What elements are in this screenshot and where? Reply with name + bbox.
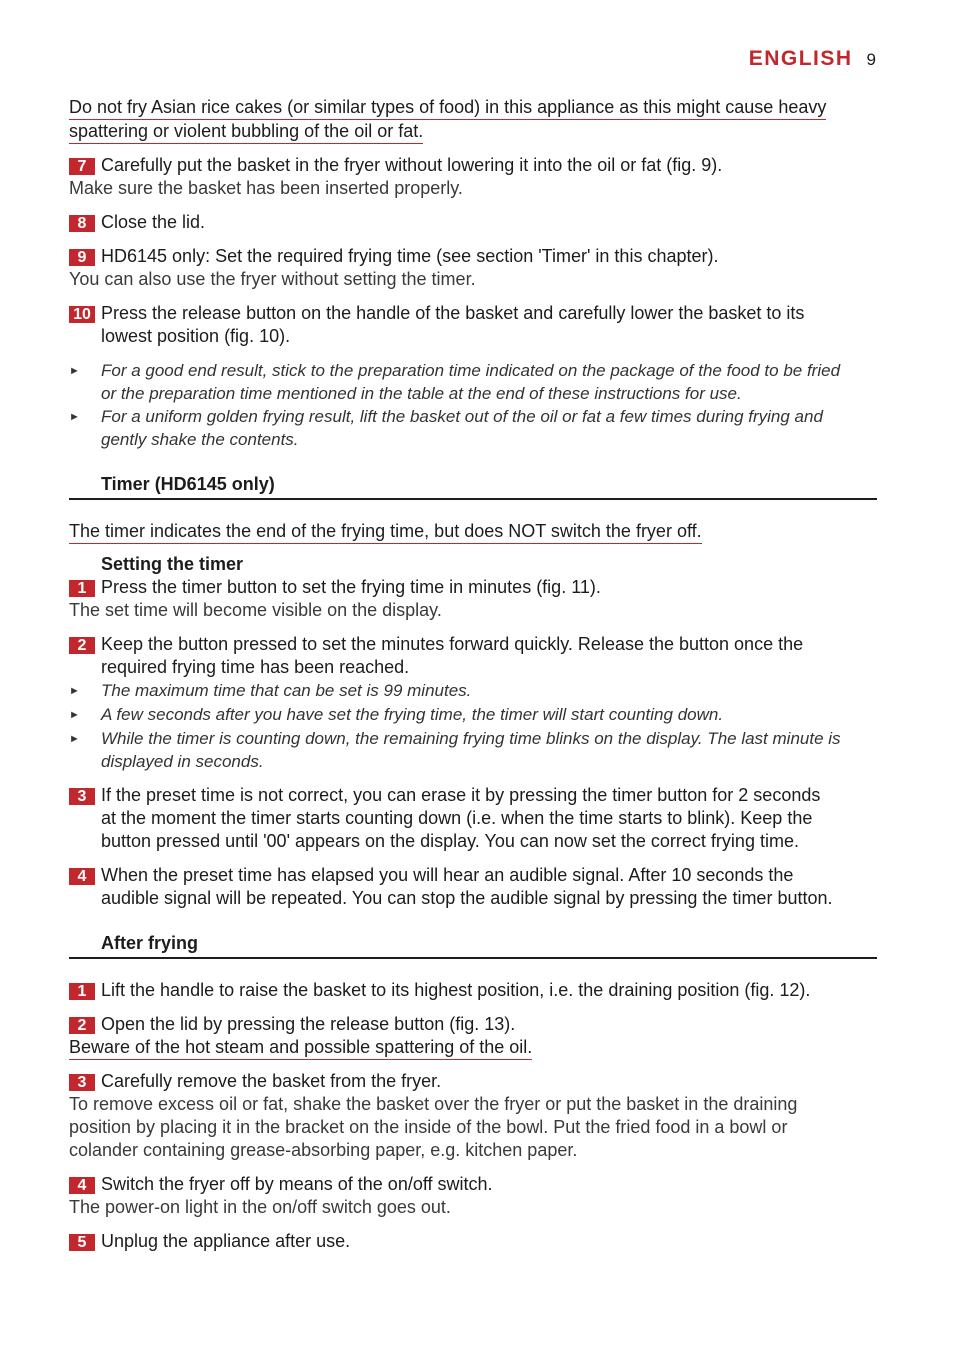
step-text-line: required frying time has been reached. bbox=[101, 657, 410, 677]
step-text: Carefully put the basket in the fryer without lowering it into the oil or fat (fig. 9). bbox=[101, 155, 723, 175]
step-number: 8 bbox=[69, 215, 95, 232]
step-number: 7 bbox=[69, 158, 95, 175]
tip-item: ► For a uniform golden frying result, lift the basket out of the oil or fat a few times during frying and gently shake the contents. bbox=[69, 407, 823, 449]
after-step-1 bbox=[69, 979, 877, 1002]
timer-step-3 bbox=[69, 784, 877, 853]
step-number: 5 bbox=[69, 1234, 95, 1251]
after-step-2 bbox=[69, 1013, 877, 1036]
step-text-line: lowest position (fig. 10). bbox=[101, 326, 291, 346]
manual-content bbox=[69, 94, 877, 1253]
step-8 bbox=[69, 211, 877, 234]
tip-item: ► The maximum time that can be set is 99 minutes. bbox=[69, 679, 877, 703]
warning-rice-cakes: Do not fry Asian rice cakes (or similar types of food) in this appliance as this might cause heavy spattering or violent bubbling of the oil or fat. bbox=[69, 96, 877, 144]
step-note: The power-on light in the on/off switch goes out. bbox=[69, 1197, 451, 1217]
step-7 bbox=[69, 154, 877, 177]
step-number: 1 bbox=[69, 580, 95, 597]
after-step-3 bbox=[69, 1070, 877, 1093]
step-text-line: If the preset time is not correct, you can erase it by pressing the timer button for 2 seconds bbox=[101, 785, 821, 805]
step-text: Carefully remove the basket from the fryer. bbox=[101, 1071, 442, 1091]
step-note: Make sure the basket has been inserted properly. bbox=[69, 178, 463, 198]
step-text: Press the timer button to set the frying time in minutes (fig. 11). bbox=[101, 577, 601, 597]
after-step-5 bbox=[69, 1230, 877, 1253]
tip-item: ► A few seconds after you have set the frying time, the timer will start counting down. bbox=[69, 703, 877, 727]
bullet-arrow-icon: ► bbox=[69, 709, 80, 721]
step-text: Switch the fryer off by means of the on/off switch. bbox=[101, 1174, 493, 1194]
step-number: 10 bbox=[69, 306, 95, 323]
bullet-arrow-icon: ► bbox=[69, 411, 80, 423]
step-text-line: audible signal will be repeated. You can stop the audible signal by pressing the timer button. bbox=[101, 888, 833, 908]
bullet-arrow-icon: ► bbox=[69, 733, 80, 745]
step-number: 4 bbox=[69, 868, 95, 885]
step-text: Open the lid by pressing the release button (fig. 13). bbox=[101, 1014, 516, 1034]
step-note: You can also use the fryer without setting the timer. bbox=[69, 269, 476, 289]
step-number: 9 bbox=[69, 249, 95, 266]
timer-step-2 bbox=[69, 633, 877, 679]
section-heading-after-frying: After frying bbox=[69, 932, 877, 959]
tip-item: ► For a good end result, stick to the preparation time indicated on the package of the food to be fried or the preparation time mentioned in the table at the end of these instructions for use. bbox=[69, 361, 841, 403]
step-text: HD6145 only: Set the required frying time (see section 'Timer' in this chapter). bbox=[101, 246, 719, 266]
after-step-4 bbox=[69, 1173, 877, 1196]
step-9 bbox=[69, 245, 877, 268]
tips-group-1 bbox=[69, 359, 877, 451]
step-text-line: button pressed until '00' appears on the display. You can now set the correct frying time. bbox=[101, 831, 799, 851]
step-number: 3 bbox=[69, 788, 95, 805]
section-heading-timer: Timer (HD6145 only) bbox=[69, 473, 877, 500]
tips-group-timer bbox=[69, 679, 877, 773]
warning-timer: The timer indicates the end of the frying time, but does NOT switch the fryer off. bbox=[69, 520, 877, 544]
step-text-line: Press the release button on the handle of the basket and carefully lower the basket to its bbox=[101, 303, 805, 323]
step-number: 4 bbox=[69, 1177, 95, 1194]
step-note: The set time will become visible on the display. bbox=[69, 600, 442, 620]
language-label: ENGLISH bbox=[748, 47, 853, 70]
bullet-arrow-icon: ► bbox=[69, 365, 80, 377]
timer-step-1 bbox=[69, 576, 877, 599]
step-number: 2 bbox=[69, 1017, 95, 1034]
step-number: 3 bbox=[69, 1074, 95, 1091]
bullet-arrow-icon: ► bbox=[69, 685, 80, 697]
step-text: Lift the handle to raise the basket to its highest position, i.e. the draining position (fig. 12). bbox=[101, 980, 811, 1000]
step-text: Unplug the appliance after use. bbox=[101, 1231, 351, 1251]
step-note: To remove excess oil or fat, shake the basket over the fryer or put the basket in the draining position by placing it in the bracket on the inside of the bowl. Put the fried food in a bowl or colander containing grease-absorbing paper, e.g. kitchen paper. bbox=[69, 1094, 798, 1160]
step-number: 2 bbox=[69, 637, 95, 654]
warning-hot-steam: Beware of the hot steam and possible spattering of the oil. bbox=[69, 1036, 877, 1060]
timer-step-4 bbox=[69, 864, 877, 910]
page-number: 9 bbox=[866, 50, 876, 69]
step-10 bbox=[69, 302, 877, 348]
subheading-setting-timer: Setting the timer bbox=[101, 554, 244, 574]
step-text-line: Keep the button pressed to set the minutes forward quickly. Release the button once the bbox=[101, 634, 804, 654]
page-header bbox=[749, 47, 876, 71]
step-text-line: at the moment the timer starts counting down (i.e. when the time starts to blink). Keep the bbox=[101, 808, 813, 828]
step-text-line: When the preset time has elapsed you will hear an audible signal. After 10 seconds the bbox=[101, 865, 794, 885]
step-number: 1 bbox=[69, 983, 95, 1000]
tip-item: ► While the timer is counting down, the remaining frying time blinks on the display. The last minute is displayed in seconds. bbox=[69, 729, 841, 771]
step-text: Close the lid. bbox=[101, 212, 206, 232]
